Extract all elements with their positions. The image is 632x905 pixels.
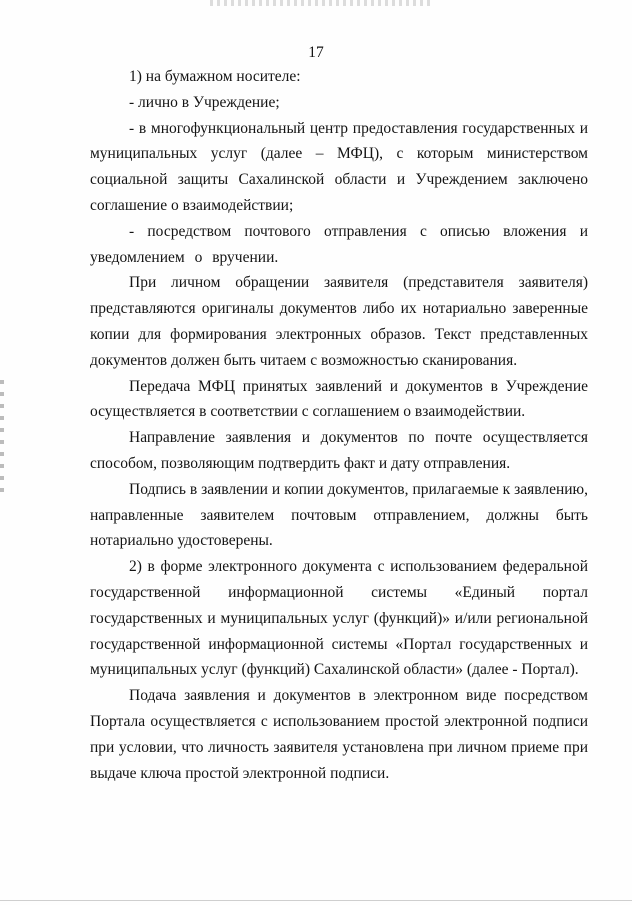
paragraph-mfc: - в многофункциональный центр предоставления государственных и муниципальных услуг (далее – МФЦ), с которым министерством социальной защиты Сахалинской области и Учреждением заключено соглашение о взаимодействии; bbox=[90, 119, 588, 214]
paragraph-signature: Подпись в заявлении и копии документов, прилагаемые к заявлению, направленные заявителем почтовым отправлением, должны быть нотариально удостоверены. bbox=[90, 480, 588, 550]
paragraph-mail-direction: Направление заявления и документов по почте осуществляется способом, позволяющим подтвердить факт и дату отправления. bbox=[90, 429, 588, 472]
document-body bbox=[90, 64, 588, 786]
scan-artifact-left bbox=[0, 380, 4, 500]
paragraph-mfc-transfer: Передача МФЦ принятых заявлений и документов в Учреждение осуществляется в соответствии с соглашением о взаимодействии. bbox=[90, 377, 588, 421]
paragraph-personal-appeal: При личном обращении заявителя (представителя заявителя) представляются оригиналы документов либо их нотариально заверенные копии для формирования электронных образов. Текст представленных документов должен быть читаем с возможностью сканирования. bbox=[90, 274, 588, 369]
paragraph-portal-submission: Подача заявления и документов в электронном виде посредством Портала осуществляется с использованием простой электронной подписи при условии, что личность заявителя установлена при личном приеме при выдаче ключа простой электронной подписи. bbox=[90, 687, 588, 782]
paragraph-paper-form: 1) на бумажном носителе: bbox=[129, 68, 301, 85]
scan-artifact-bottom bbox=[0, 900, 632, 901]
paragraph-electronic-form: 2) в форме электронного документа с использованием федеральной государственной информационной системы «Единый портал государственных и муниципальных услуг (функций)» и/или региональной государственной информационной системы «Портал государственных и муниципальных услуг (функций) Сахалинской области» (далее - Портал). bbox=[90, 558, 588, 679]
page-number: 17 bbox=[308, 44, 324, 61]
scan-artifact-top bbox=[210, 0, 430, 6]
paragraph-postal: - посредством почтового отправления с описью вложения и уведомлением о вручении. bbox=[90, 222, 588, 266]
paragraph-in-person: - лично в Учреждение; bbox=[129, 93, 280, 111]
